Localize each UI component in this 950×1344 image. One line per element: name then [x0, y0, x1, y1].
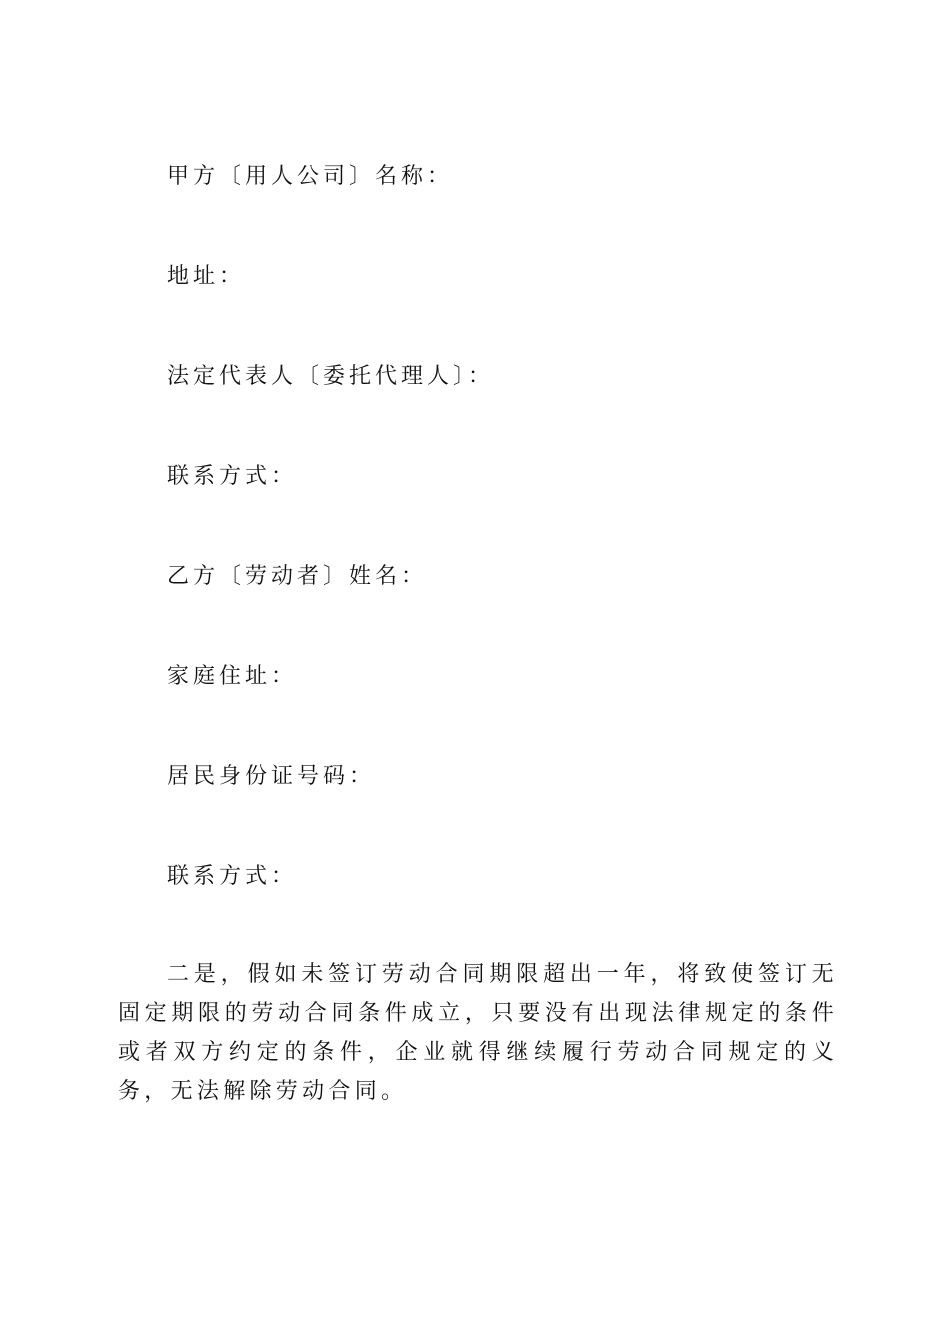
field-legal-representative: 法定代表人〔委托代理人〕：: [167, 364, 495, 389]
field-home-address: 家庭住址：: [167, 664, 298, 689]
field-party-b-worker-name: 乙方〔劳动者〕姓名：: [167, 564, 428, 589]
field-contact-party-a: 联系方式：: [167, 464, 298, 489]
field-party-a-company-name: 甲方〔用人公司〕名称：: [167, 164, 454, 189]
field-id-number: 居民身份证号码：: [167, 764, 376, 789]
body-paragraph: 二是，假如未签订劳动合同期限超出一年，将致使签订无固定期限的劳动合同条件成立，只要没有出现法律规定的条件或者双方约定的条件，企业就得继续履行劳动合同规定的义务，无法解除劳动合同。: [118, 962, 838, 1104]
field-contact-party-b: 联系方式：: [167, 864, 298, 889]
field-address: 地址：: [167, 264, 246, 289]
